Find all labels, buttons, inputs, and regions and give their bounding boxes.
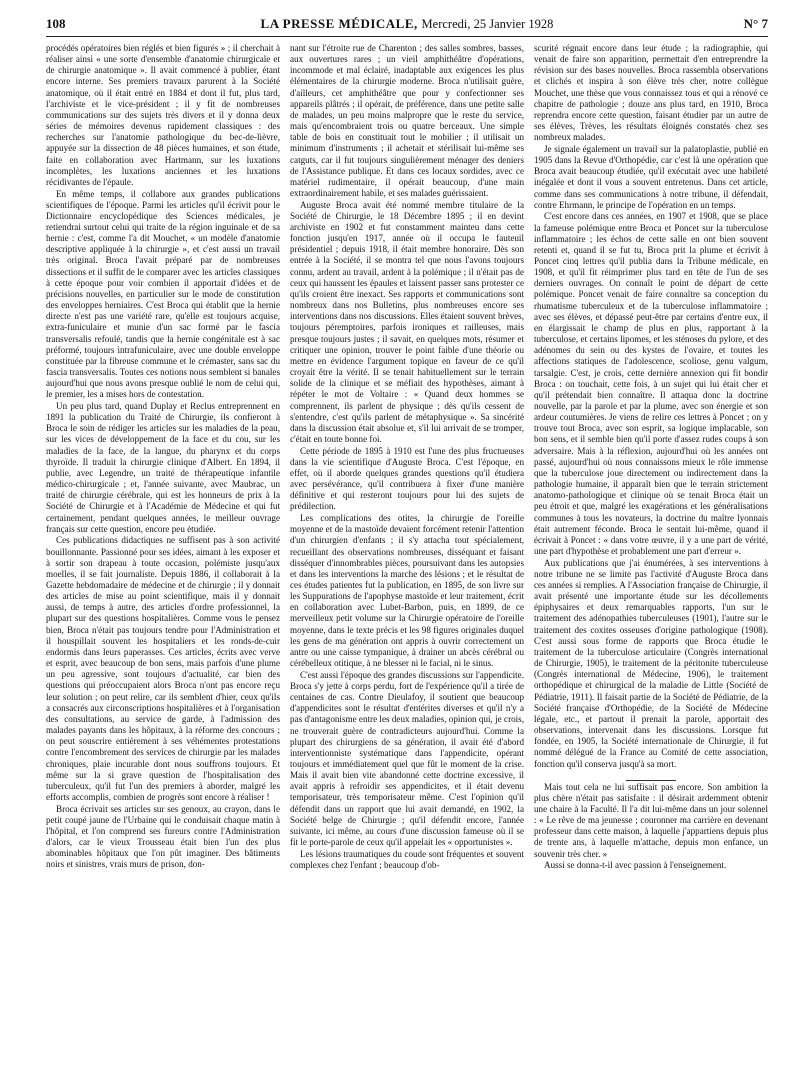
paragraph: Cette période de 1895 à 1910 est l'une des plus fructueuses dans la vie scientifique d'Auguste Broca. C'est l'époque, en effet, où il aborde quelques grandes questions qu'il étudiera avec persévérance, qu'il contribuera à fixer d'une manière définitive et qui resteront toujours pour lui des sujets de prédilection. bbox=[290, 445, 524, 512]
page-number: 108 bbox=[46, 16, 66, 31]
column-1 bbox=[46, 43, 280, 1073]
paragraph: Je signale également un travail sur la palatoplastie, publié en 1905 dans la Revue d'Orthopédie, car c'est là une opération que Broca avait beaucoup étudiée, qu'il exécutait avec une habileté inégalée et dont il vous a souvent entretenus. Dans cet article, comme dans ses communications à notre tribune, il défendait, contre Ehrmann, le principe de l'opération en un temps. bbox=[534, 143, 768, 210]
paragraph: En même temps, il collabore aux grandes publications scientifiques de l'époque. Parmi les articles qu'il écrivit pour le Dictionnaire encyclopédique des Sciences médicales, je retiendrai surtout celui qui traite de la région inguinale et de sa hernie : c'est, comme l'a dit Mouchet, « un modèle d'anatomie descriptive appliquée à la chirurgie », et c'est aussi un travail très original. Broca l'avait préparé par de nombreuses dissections et il suffit de le comparer avec les articles classiques à cette époque pour voir combien il apportait d'idées et de précisions nouvelles, en particulier sur le mode de constitution des enveloppes herniaires. C'est Broca qui établit que la hernie directe n'est pas une variété rare, qu'elle est toujours acquise, extra-funiculaire et munie d'un sac formé par le fascia transversalis refoulé, tandis que la hernie congénitale est à sac préformé, toujours intrafuniculaire, avec une double enveloppe constituée par la fibreuse commune et le crémaster, sans sac du fascia transversalis. Toutes ces notions nous semblent si banales aujourd'hui que nous avons presque oublié le nom de celui qui, le premier, les a mises hors de contestation. bbox=[46, 188, 280, 400]
paragraph: Mais tout cela ne lui suffisait pas encore. Son ambition la plus chère n'était pas satisfaite : il désirait ardemment obtenir une chaire à la Faculté. Il l'a dit lui-même dans un jour solennel : « Le rêve de ma jeunesse ; couronner ma carrière en devenant professeur dans cette maison, à laquelle j'appartiens depuis plus de trente ans, à laquelle m'attache, depuis mon enfance, un souvenir très cher. » bbox=[534, 781, 768, 859]
paragraph: scurité régnait encore dans leur étude ; la radiographie, qui venait de faire son apparition, permettait d'en entreprendre la révision sur des bases nouvelles. Broca rassembla observations et clichés et inspira à son élève très cher, notre collègue Mouchet, une thèse que vous connaissez tous et qui a rénové ce chapitre de pathologie ; douze ans plus tard, en 1910, Broca reprendra encore cette question, faisant étudier par un autre de ses élèves, Trèves, les résultats éloignés constatés chez ses nombreux malades. bbox=[534, 43, 768, 143]
journal-title bbox=[46, 16, 768, 32]
paragraph: Un peu plus tard, quand Duplay et Reclus entreprennent en 1891 la publication du Traité de Chirurgie, ils confieront à Broca le soin de rédiger les articles sur les maladies de la peau, sur les vices de développement de la face et du cou, sur les maladies de la face, de la langue, du pharynx et du corps thyroïde. Il traduit la chirurgie clinique d'Albert. En 1894, il publie, avec Legendre, un traité de thérapeutique infantile médico-chirurgicale ; et, l'année suivante, avec Maubrac, un traité de chirurgie cérébrale, qui est les honneurs de prix à la Société de Chirurgie et à l'Académie de Médecine et qui fut certainement, pendant quelques années, le meilleur ouvrage français sur cette question, encore peu étudiée. bbox=[46, 401, 280, 534]
journal-name: LA PRESSE MÉDICALE, bbox=[260, 16, 418, 31]
column-3 bbox=[534, 43, 768, 1073]
column-2 bbox=[290, 43, 524, 1073]
paragraph: Ces publications didactiques ne suffisent pas à son activité bouillonnante. Passionné pour ses idées, aimant à les exposer et à sortir son drapeau à toute occasion, polémiste jusqu'aux moelles, il se fait journaliste. Depuis 1886, il collaborait à la Gazette hebdomadaire de médecine et de chirurgie ; il y donnait des articles de mise au point scientifique, mais il y donnait aussi, de temps à autre, des articles d'ordre professionnel, la plupart sur des questions hospitalières. Comme vous le pensez bien, Broca n'était pas toujours tendre pour l'Administration et il houspillait souvent les hospitaliers et les ronds-de-cuir endormis dans leurs paperasses. Ces articles, écrits avec verve et esprit, avec beaucoup de bon sens, mais parfois d'une plume un peu agressive, sont toujours d'actualité, car bien des questions qui préoccupaient alors Broca n'ont pas encore reçu leur solution ; on peut relire, car ils semblent d'hier, ceux qu'ils a consacrés aux circonscriptions hospitalières et à l'organisation des consultations, au service de garde, à l'admission des malades payants dans les hôpitaux, à la réforme des concours ; on peut souscrire entièrement à ses véhémentes protestations contre l'encombrement des services de chirurgie par les malades chroniques, plaie incurable dont nous souffrons toujours. Et même sur la si grave question de l'hospitalisation des tuberculeux, qu'il fut l'un des premiers à aborder, malgré les efforts accomplis, combien de progrès sont encore à réaliser ! bbox=[46, 535, 280, 802]
paragraph: Broca écrivait ses articles sur ses genoux, au crayon, dans le petit coupé jaune de l'Urbaine qui le conduisait chaque matin à l'hôpital, et l'on comprend ses fureurs contre l'Administration d'alors, car le vieux Trousseau était bien l'un des plus abominables hôpitaux que l'on pût imaginer. Des bâtiments noirs et sinistres, vrais murs de prison, don- bbox=[46, 803, 280, 870]
paragraph: Aux publications que j'ai énumérées, à ses interventions à notre tribune ne se limite pas l'activité d'Auguste Broca dans ces années si remplies. A l'Association française de Chirurgie, il avait présenté une importante étude sur les décollements épiphysaires et deux remarquables rapports, l'un sur le traitement des adénopathies tuberculeuses (1901), l'autre sur le traitement des coxites osseuses d'origine pathologique (1908). C'est aussi sous forme de rapports que Broca étudie le traitement de la tuberculose articulaire (Congrès international de Chirurgie, 1905), le traitement de la péritonite tuberculeuse (Congrès international de Médecine, 1906), le traitement orthopédique et chirurgical de la maladie de Little (Société de Pédiatrie, 1911). Il faisait partie de la Société de Pédiatrie, de la Société française d'Orthopédie, de la Société de Médecine légale, etc., et partout il prenait la parole, apportait des observations, intervenait dans les discussions. Lorsque fut fondée, en 1905, la Société internationale de Chirurgie, il fut nommé délégué de la France au Comité de cette association, fonction qu'il conserva jusqu'à sa mort. bbox=[534, 557, 768, 769]
paragraph: nant sur l'étroite rue de Charenton ; des salles sombres, basses, aux ouvertures rares ; un vieil amphithéâtre d'opérations, incommode et mal éclairé, inadaptable aux exigences les plus élémentaires de la chirurgie moderne. Broca n'utilisait guère, d'ailleurs, cet amphithéâtre que pour y confectionner ses appareils plâtrés ; il opérait, de préférence, dans une petite salle de malades, un peu moins malpropre que le reste du service, mais qu'encombraient trois ou quatre berceaux. Une simple table de bois en constituait tout le mobilier ; il utilisait un minimum d'instruments ; il achetait et stérilisait lui-même ses catguts, car il fut toujours singulièrement ménager des deniers de l'Assistance publique. Et dans ces locaux sordides, avec ce matériel rudimentaire, il opérait beaucoup, d'une main extraordinairement habile, et ses malades guérissaient. bbox=[290, 43, 524, 199]
paragraph: Les complications des otites, la chirurgie de l'oreille moyenne et de la mastoïde devaient forcément retenir l'attention d'un chirurgien d'enfants ; il s'y attacha tout spécialement, recueillant des observations nombreuses, disséquant et faisant disséquer d'innombrables pièces, poursuivant dans les autopsies et dans les interventions la marche des lésions ; et le résultat de ces études patientes fut la publication, en 1895, de son livre sur les Suppurations de l'apophyse mastoïde et leur traitement, écrit en collaboration avec Lubet-Barbon, puis, en 1899, de ce merveilleux petit volume sur la Chirurgie opératoire de l'oreille moyenne, dans le texte précis et les 98 figures originales duquel les gens de ma génération ont appris à ouvrir correctement un antre ou une caisse tympanique, à drainer un abcès cérébral ou cérébelleux otitique, à ne blesser ni le facial, ni le sinus. bbox=[290, 513, 524, 669]
issue-date: Mercredi, 25 Janvier 1928 bbox=[421, 17, 554, 31]
text-columns bbox=[46, 43, 768, 1073]
issue-number: N° 7 bbox=[743, 16, 768, 31]
paragraph: Auguste Broca avait été nommé membre titulaire de la Société de Chirurgie, le 18 Décembre 1895 ; il en devint archiviste en 1902 et fut constamment mainteu dans cette fonction jusqu'en 1917, année où il occupa le fauteuil présidentiel ; depuis 1918, il était membre honoraire. Dès son entrée à la Société, il se montra tel que nous l'avons toujours connu, ardent au travail, ardent à la polémique ; il n'était pas de ceux qui haussent les épaules et laissent passer sans protester ce qu'ils croient être inexact. Ses rapports et communications sont nombreux dans nos Bulletins, plus nombreuses encore ses interventions dans nos discussions. Elles étaient souvent brèves, toujours péremptoires, parfois ironiques et railleuses, mais presque toujours justes ; il savait, en quelques mots, résumer et critiquer une opinion, trouver le point faible d'une théorie ou mettre en évidence l'argument topique en faveur de ce qu'il croyait être la vérité. Il se tenait habituellement sur le terrain solide de la clinique et se méfiait des hypothèses, aimant à répéter le mot de Voltaire : « Quand deux hommes se comprennent, ils parlent de physique ; dès qu'ils cessent de s'entendre, c'est qu'ils parlent de métaphysique ». Sa sincérité dans la discussion était absolue et, s'il lui arrivait de se tromper, c'était en toute bonne foi. bbox=[290, 199, 524, 444]
paragraph: procédés opératoires bien réglés et bien figurés » ; il cherchait à réaliser ainsi « une sorte d'ensemble d'anatomie chirurgicale et de chirurgie anatomique ». Il avait commencé à publier, étant encore interne. Ses premiers travaux parurent à la Société anatomique, où il était entré en 1884 et dont il fut, plus tard, l'archiviste et le vice-président ; il y fit de nombreuses communications sur des sujets très divers et il y donna deux séries de mémoires devenus rapidement classiques : des recherches sur l'anatomie pathologique du bec-de-lièvre, appuyée sur la dissection de 48 pièces humaines, et son étude, faite en collaboration avec Hartmann, sur les luxations incomplètes, les luxations anciennes et les luxations récidivantes de l'épaule. bbox=[46, 43, 280, 187]
paragraph: C'est encore dans ces années, en 1907 et 1908, que se place la fameuse polémique entre Broca et Poncet sur la tuberculose inflammatoire ; les échos de cette salle en ont bien souvent retenti et, quand il se fut tu, Broca prit la plume et écrivit à Poncet cinq lettres qu'il publia dans la Tribune médicale, en 1908, et qu'il fit réimprimer plus tard en tête de l'un de ses derniers ouvrages. On connaît le point de départ de cette polémique. Poncet venait de faire connaître sa conception du rhumatisme tuberculeux et de la tuberculose inflammatoire ; avec ses élèves, et dépassé peut-être par certains d'entre eux, il en élargissait le champ de plus en plus, rapportant à la tuberculose, et certains lipomes, et les sténoses du pylore, et des adénomes du sein ou des kystes de l'ovaire, et toutes les affections statiques de l'adolescence, scoliose, genu valgum, tarsalgie. C'est, je crois, cette dernière annexion qui fit bondir Broca : on touchait, cette fois, à un sujet qui lui était cher et qu'il prétendait bien connaître. Il attaqua donc la doctrine nouvelle, par la parole et par la plume, avec son énergie et son ardeur coutumières. Je viens de relire ces lettres à Poncet ; on y trouve tout Broca, avec son esprit, sa logique implacable, son bon sens, et il semble bien qu'il porte d'assez rudes coups à son adversaire. Mais à la réflexion, aujourd'hui où les années ont passé, aujourd'hui où nous connaissons mieux le rôle immense que la tuberculose joue directement ou indirectement dans la pathologie humaine, il apparaît bien que le terrain strictement anatomo-pathologique et clinique où se tenait Broca était un peu étroit et que, malgré les exagérations et les généralisations communes à tous les novateurs, la doctrine du maître lyonnais était autrement féconde. Broca le sentait lui-même, quand il écrivait à Poncet : « dans votre œuvre, il y a une part de vérité, une part d'hypothèse et probablement une part d'erreur ». bbox=[534, 211, 768, 557]
running-header bbox=[46, 16, 768, 37]
section-divider bbox=[534, 773, 768, 779]
paragraph: Aussi se donna-t-il avec passion à l'enseignement. bbox=[544, 860, 727, 871]
paragraph: Les lésions traumatiques du coude sont fréquentes et souvent complexes chez l'enfant ; beaucoup d'ob- bbox=[290, 848, 524, 870]
paragraph: C'est aussi l'époque des grandes discussions sur l'appendicite. Broca s'y jette à corps perdu, fort de l'expérience qu'il a tirée de centaines de cas. Contre Dieulafoy, il soutient que beaucoup d'appendicites sont le résultat d'entérites diverses et qu'il n'y a pas d'antagonisme entre les deux maladies, opinion qui, je crois, ne trouverait guère de contradicteurs aujourd'hui. Comme la plupart des chirurgiens de sa génération, il avait été d'abord interventionniste systématique dans l'appendicite, opérant toujours et immédiatement quel que fût le moment de la crise. Mais il avait bien vite abandonné cette doctrine excessive, il avait appris à refroidir ses appendicites, et il était devenu temporisateur, très temporisateur même. C'est l'opinion qu'il défendit dans un rapport que lui avait demandé, en 1902, la Société belge de Chirurgie ; qu'il défendit encore, l'année suivante, ici même, au cours d'une discussion fameuse où il se fit le porte-parole de ceux qu'il appelait les « opportunistes ». bbox=[290, 669, 524, 848]
